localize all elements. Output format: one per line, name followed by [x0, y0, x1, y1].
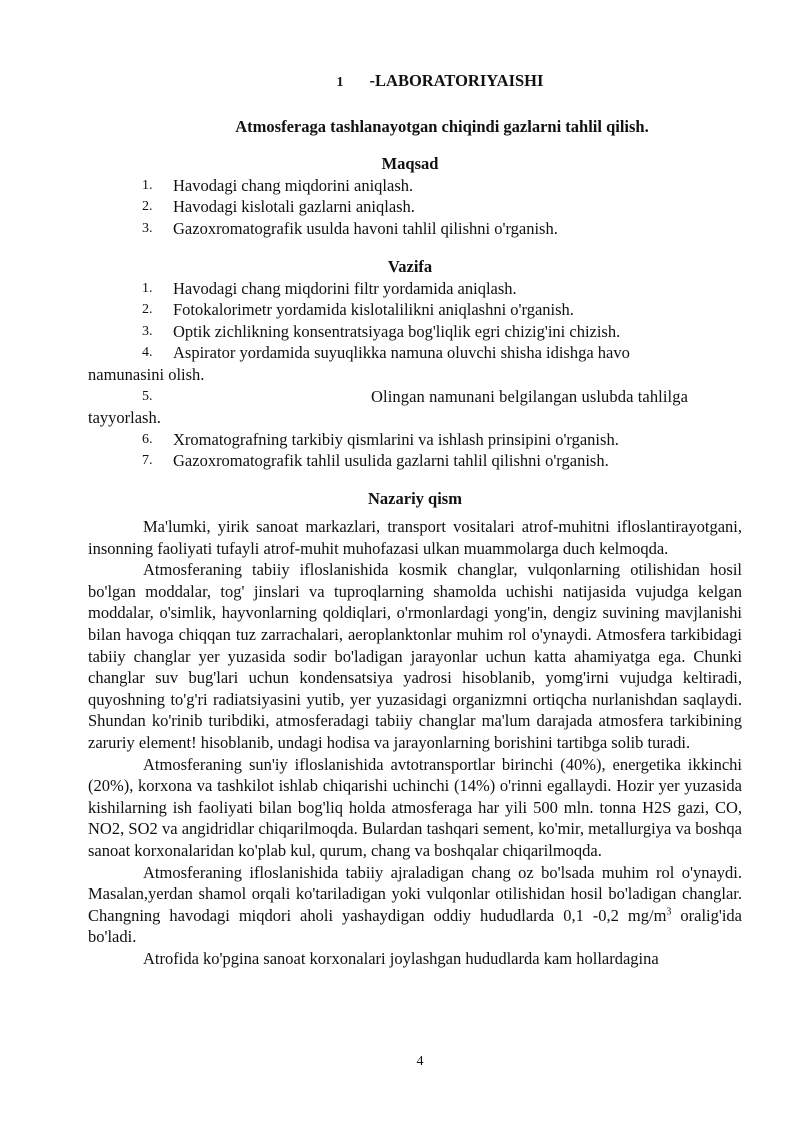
list-item: [0, 450, 800, 472]
list-item: [0, 175, 800, 197]
item-number: 3.: [142, 220, 153, 236]
item-text: Gazoxromatografik tahlil usulida gazlarni tahlil qilishni o'rganish.: [173, 451, 609, 471]
item-text: Havodagi kislotali gazlarni aniqlash.: [173, 197, 415, 217]
maqsad-section: [0, 153, 800, 239]
item-number: 5.: [142, 388, 153, 404]
item-number: 2.: [142, 302, 153, 318]
maqsad-list: [0, 175, 800, 240]
document-title: Atmosferaga tashlanayotgan chiqindi gazlarni tahlil qilish.: [235, 117, 649, 136]
item-text: Havodagi chang miqdorini aniqlash.: [173, 175, 414, 195]
superscript: 3: [666, 906, 672, 918]
list-item: [0, 218, 800, 240]
page-number: 4: [416, 1054, 424, 1069]
item-number: 1.: [142, 280, 153, 296]
theory-section: [88, 489, 742, 969]
paragraph-text: Atmosferaning ifloslanishida tabiiy ajraladigan chang oz bo'lsada muhim rol o'ynaydi. Masalan,yerdan shamol orqali ko'tariladigan yoki vulqonlar otilishidan hosil bo'ladigan changlar. Changning havodagi miqdori aholi yashaydigan oddiy hududlarda 0,1 -0,2 mg/m: [88, 862, 742, 925]
paragraph-text: oralig'ida bo'ladi.: [88, 905, 742, 947]
vazifa-section: [0, 256, 800, 472]
paragraph: Ma'lumki, yirik sanoat markazlari, transport vositalari atrof-muhitni ifloslantirayotgani, insonning faoliyati tufayli atrof-muhit muhofazasi ulkan muammolarga duch kelmoqda.: [88, 517, 742, 558]
item-number: 1.: [142, 177, 153, 193]
lab-number: 1: [336, 75, 344, 90]
list-item: [0, 321, 800, 343]
item-text-continued: namunasini olish.: [88, 364, 205, 384]
list-item: [0, 278, 800, 300]
list-item: [0, 386, 800, 429]
paragraph: [88, 862, 742, 948]
item-text: Havodagi chang miqdorini filtr yordamida aniqlash.: [173, 278, 517, 298]
item-text: Optik zichlikning konsentratsiyaga bog'liqlik egri chizig'ini chizish.: [173, 321, 621, 341]
list-item: [0, 196, 800, 218]
item-text: Xromatografning tarkibiy qismlarini va ishlash prinsipini o'rganish.: [173, 429, 619, 449]
list-item: [0, 429, 800, 451]
item-text: Gazoxromatografik usulda havoni tahlil qilishni o'rganish.: [173, 218, 558, 238]
item-number: 3.: [142, 323, 153, 339]
theory-heading: Nazariy qism: [368, 489, 462, 508]
paragraph: Atrofida ko'pgina sanoat korxonalari joylashgan hududlarda kam hollardagina: [143, 948, 659, 968]
list-item: [0, 342, 800, 385]
item-text: Olingan namunani belgilangan uslubda tahlilga: [371, 386, 689, 406]
item-text: Fotokalorimetr yordamida kislotalilikni aniqlashni o'rganish.: [173, 300, 574, 320]
paragraph: Atmosferaning sun'iy ifloslanishida avtotransportlar birinchi (40%), energetika ikkinchi (20%), korxona va tashkilot ishlab chiqarishi uchinchi (14%) o'rinni egallaydi. Hozir yer yuzasida kishilarning ish faoliyati bilan bog'liq holda atmosferaga har yili 500 mln. tonna H2S gazi, CO, NO2, SO2 va angidridlar chiqarilmoqda. Bulardan tashqari sement, ko'mir, metallurgiya va boshqa sanoat korxonalaridan ko'plab kul, qurum, chang va boshqalar chiqarilmoqda.: [88, 754, 742, 860]
item-number: 4.: [142, 345, 153, 361]
item-number: 7.: [142, 453, 153, 469]
item-text: Aspirator yordamida suyuqlikka namuna oluvchi shisha idishga havo: [173, 343, 630, 363]
maqsad-heading: Maqsad: [381, 154, 439, 173]
item-number: 2.: [142, 199, 153, 215]
paragraph: Atmosferaning tabiiy ifloslanishida kosmik changlar, vulqonlarning otilishidan hosil bo'lgan moddalar, tog' jinslari va tuproqlarning shamolda uchishi natijasida vujudga kelgan moddalar, o'simlik, hayvonlarning qoldiqlari, o'rmonlardagi yong'in, dengiz suvining mavjlanishi bilan havoga chiqqan tuz zarrachalari, aeroplanktonlar muhim rol o'ynaydi. Atmosfera tarkibidagi tabiiy changlar yer yuzasida sodir bo'ladigan jarayonlar uchun katta ahamiyatga ega. Chunki changlar suv bug'lari uchun kondensatsiya yadrosi hisoblanib, yomg'irni vujudga keltiradi, quyoshning to'g'ri radiatsiyasini yutib, yer yuzasidagi organizmni ortiqcha nurlanishdan saqlaydi. Shundan ko'rinib turibdiki, atmosferadagi tabiiy changlar ma'lum darajada atmosfera tarkibining zaruriy element! hisoblanib, undagi hodisa va jarayonlarning borishini tartibga solib turadi.: [88, 560, 742, 752]
vazifa-list: [0, 278, 800, 472]
item-text-continued: tayyorlash.: [88, 408, 161, 428]
lab-title: [0, 70, 800, 94]
lab-label: -LABORATORIYAISHI: [369, 71, 544, 90]
list-item: [0, 299, 800, 321]
vazifa-heading: Vazifa: [387, 257, 433, 276]
item-number: 6.: [142, 431, 153, 447]
